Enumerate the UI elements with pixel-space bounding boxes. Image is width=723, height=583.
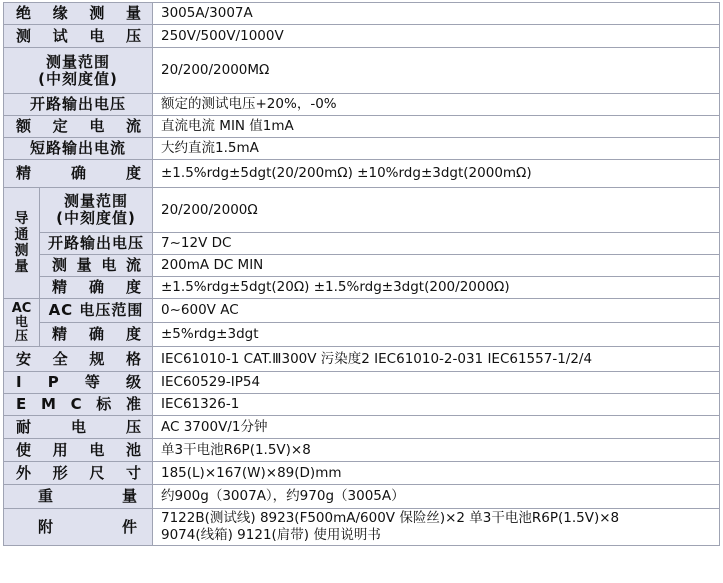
side-char: 量 — [14, 259, 29, 275]
label-char: 电 — [89, 440, 106, 459]
row-label — [40, 323, 153, 347]
row-cont-open-voltage — [4, 233, 720, 255]
label-emc — [4, 396, 152, 413]
label-char: M — [40, 395, 57, 413]
row-open-voltage — [4, 94, 720, 116]
value-ip: IEC60529-IP54 — [153, 372, 720, 394]
label-char: 缘 — [52, 4, 69, 22]
label-short-current: 短路输出电流 — [4, 138, 153, 160]
label-range-sub: (中刻度值) — [38, 69, 118, 88]
value-emc: IEC61326-1 — [153, 394, 720, 416]
row-label — [4, 347, 153, 372]
value-ac-range: 0~600V AC — [153, 299, 720, 323]
label-rated-current — [4, 118, 152, 135]
label-char: 外 — [16, 463, 33, 482]
row-label — [4, 116, 153, 138]
row-label — [4, 509, 153, 546]
side-char: AC — [11, 300, 32, 316]
label-char: 电 — [101, 256, 118, 274]
label-accuracy — [4, 165, 152, 182]
row-label — [40, 277, 153, 299]
label-char: 量 — [121, 487, 138, 505]
label-char: 确 — [88, 278, 105, 296]
label-char: 寸 — [125, 463, 142, 482]
label-char: 用 — [52, 440, 69, 459]
label-char: 池 — [125, 440, 142, 459]
label-char: 耐 — [16, 417, 33, 436]
value-range: 20/200/2000MΩ — [153, 48, 720, 94]
label-char: 量 — [125, 4, 142, 22]
value-withstand: AC 3700V/1分钟 — [153, 416, 720, 439]
label-char: 测 — [89, 4, 106, 22]
side-char: 测 — [14, 243, 29, 259]
label-char: 尺 — [89, 463, 106, 482]
label-ip — [4, 374, 152, 391]
value-short-current: 大约直流1.5mA — [153, 138, 720, 160]
label-open-voltage: 开路输出电压 — [4, 94, 153, 116]
label-range: 测量范围 — [45, 52, 110, 71]
row-accessories — [4, 509, 720, 546]
row-battery — [4, 439, 720, 462]
row-cont-current — [4, 255, 720, 277]
row-weight — [4, 485, 720, 509]
row-label — [4, 394, 153, 416]
label-cont-current — [40, 257, 152, 274]
label-weight — [4, 488, 152, 505]
side-char: 通 — [14, 227, 29, 243]
label-char: 全 — [52, 349, 69, 368]
label-char: 度 — [125, 164, 142, 182]
side-char: 导 — [14, 211, 29, 227]
row-label — [4, 462, 153, 485]
side-char: 压 — [14, 328, 28, 344]
label-test-voltage — [4, 28, 152, 45]
label-char: C — [70, 395, 83, 413]
row-label — [40, 188, 153, 233]
label-char: 等 — [84, 373, 101, 391]
label-char: 电 — [70, 417, 87, 436]
label-char: 精 — [16, 164, 33, 182]
row-emc — [4, 394, 720, 416]
row-label — [4, 25, 153, 48]
value-safety: IEC61010-1 CAT.Ⅲ300V 污染度2 IEC61010-2-031 IEC61557-1/2/4 — [153, 347, 720, 372]
label-char: 附 — [38, 517, 55, 536]
label-char: 测 — [16, 26, 33, 45]
value-accessories — [153, 509, 720, 546]
label-char: 使 — [16, 440, 33, 459]
value-cont-accuracy: ±1.5%rdg±5dgt(20Ω) ±1.5%rdg±3dgt(200/2000Ω) — [153, 277, 720, 299]
label-char: 流 — [125, 117, 142, 135]
row-ip — [4, 372, 720, 394]
label-safety — [4, 351, 152, 368]
label-char: 额 — [16, 117, 33, 135]
label-dimensions — [4, 465, 152, 482]
row-insulation — [4, 3, 720, 25]
label-char: 重 — [38, 487, 55, 505]
accessories-line-2: 9074(线箱) 9121(肩带) 使用说明书 — [161, 527, 381, 543]
label-char: 定 — [52, 117, 69, 135]
side-label-ac — [4, 299, 40, 347]
label-char: 确 — [88, 325, 105, 343]
side-label-continuity — [4, 188, 40, 299]
row-dimensions — [4, 462, 720, 485]
label-char: 测 — [52, 256, 69, 274]
label-char: 流 — [125, 256, 142, 274]
value-cont-open-voltage: 7~12V DC — [153, 233, 720, 255]
label-char: 件 — [121, 517, 138, 536]
value-models: 3005A/3007A — [153, 3, 720, 25]
label-char: 电 — [89, 26, 106, 45]
row-rated-current — [4, 116, 720, 138]
row-withstand — [4, 416, 720, 439]
row-label — [4, 160, 153, 188]
value-rated-current: 直流电流 MIN 值1mA — [153, 116, 720, 138]
row-cont-range — [4, 188, 720, 233]
label-char: 格 — [125, 349, 142, 368]
label-battery — [4, 442, 152, 459]
row-label — [4, 485, 153, 509]
label-char: 准 — [125, 395, 142, 413]
value-test-voltage: 250V/500V/1000V — [153, 25, 720, 48]
accessories-line-1: 7122B(测试线) 8923(F500mA/600V 保险丝)×2 单3干电池R6P(1.5V)×8 — [161, 510, 620, 526]
label-char: 绝 — [16, 4, 33, 22]
row-label — [40, 255, 153, 277]
label-char: 量 — [76, 256, 93, 274]
label-char: 度 — [125, 325, 142, 343]
label-char: 精 — [52, 325, 69, 343]
label-ac-range: AC 电压范围 — [40, 299, 153, 323]
row-label — [4, 439, 153, 462]
row-label — [4, 416, 153, 439]
label-char: 电 — [89, 117, 106, 135]
row-label — [4, 372, 153, 394]
label-ac-accuracy — [40, 326, 152, 343]
side-char: 电 — [14, 314, 28, 330]
label-cont-accuracy — [40, 279, 152, 296]
label-char: 确 — [70, 164, 87, 182]
row-accuracy — [4, 160, 720, 188]
label-insulation — [4, 5, 152, 22]
label-cont-open-voltage: 开路输出电压 — [40, 233, 153, 255]
label-char: 形 — [52, 463, 69, 482]
label-char: 级 — [125, 373, 142, 391]
row-range — [4, 48, 720, 94]
spec-table — [3, 2, 720, 546]
label-char: 压 — [125, 26, 142, 45]
row-label — [4, 48, 153, 94]
row-test-voltage — [4, 25, 720, 48]
row-safety — [4, 347, 720, 372]
value-dimensions: 185(L)×167(W)×89(D)mm — [153, 462, 720, 485]
row-ac-accuracy — [4, 323, 720, 347]
label-char: P — [47, 373, 60, 391]
label-char: 度 — [125, 278, 142, 296]
label-char: I — [16, 373, 23, 391]
value-open-voltage: 额定的测试电压+20%，-0% — [153, 94, 720, 116]
value-weight: 约900g（3007A），约970g（3005A） — [153, 485, 720, 509]
label-withstand — [4, 419, 152, 436]
row-short-current — [4, 138, 720, 160]
label-char: 标 — [96, 395, 113, 413]
row-ac-range — [4, 299, 720, 323]
value-accuracy: ±1.5%rdg±5dgt(20/200mΩ) ±10%rdg±3dgt(2000mΩ) — [153, 160, 720, 188]
label-accessories — [4, 519, 152, 536]
row-label — [4, 3, 153, 25]
label-cont-range: 测量范围 — [63, 192, 128, 210]
value-battery: 单3干电池R6P(1.5V)×8 — [153, 439, 720, 462]
value-cont-range: 20/200/2000Ω — [153, 188, 720, 233]
label-char: 精 — [52, 278, 69, 296]
row-cont-accuracy — [4, 277, 720, 299]
label-char: 压 — [125, 417, 142, 436]
label-char: 安 — [16, 349, 33, 368]
label-char: 试 — [52, 26, 69, 45]
label-char: 规 — [89, 349, 106, 368]
label-char: E — [16, 395, 28, 413]
value-ac-accuracy: ±5%rdg±3dgt — [153, 323, 720, 347]
value-cont-current: 200mA DC MIN — [153, 255, 720, 277]
label-cont-range-sub: (中刻度值) — [56, 209, 136, 227]
